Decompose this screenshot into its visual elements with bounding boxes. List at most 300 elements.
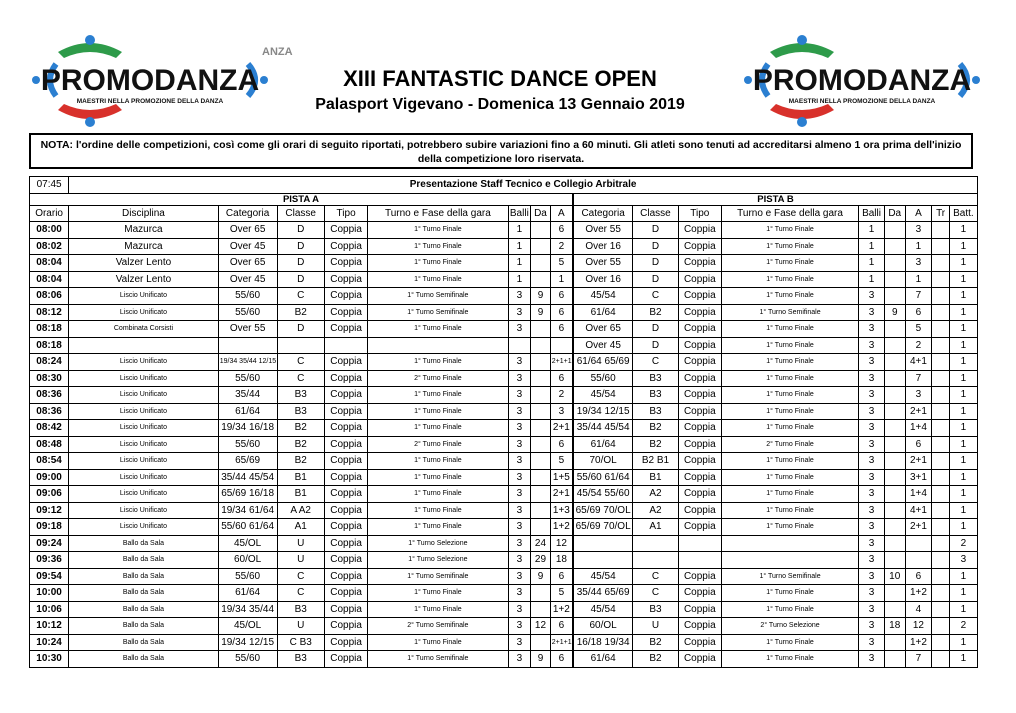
schedule-cell: 1° Turno Finale (721, 519, 858, 536)
schedule-cell (884, 238, 905, 255)
schedule-cell: C (633, 568, 678, 585)
schedule-cell: Coppia (678, 502, 721, 519)
schedule-cell: B2 (277, 453, 324, 470)
schedule-cell (884, 535, 905, 552)
schedule-cell: 1° Turno Semifinale (368, 304, 508, 321)
schedule-cell: 6 (550, 436, 573, 453)
schedule-cell (884, 634, 905, 651)
schedule-cell: B2 (277, 436, 324, 453)
schedule-cell: 1° Turno Semifinale (721, 304, 858, 321)
schedule-cell: 1° Turno Finale (721, 222, 858, 239)
schedule-cell (932, 238, 950, 255)
schedule-row (30, 337, 978, 354)
schedule-cell: 3 (859, 370, 885, 387)
schedule-row (30, 436, 978, 453)
schedule-cell: 3 (905, 387, 932, 404)
schedule-row (30, 222, 978, 239)
schedule-cell: 61/64 (218, 403, 277, 420)
schedule-cell: Coppia (678, 288, 721, 305)
schedule-cell: Coppia (678, 321, 721, 338)
schedule-cell: Liscio Unificato (69, 288, 219, 305)
schedule-cell (531, 453, 551, 470)
schedule-cell: Coppia (324, 321, 367, 338)
schedule-cell: 1° Turno Finale (368, 502, 508, 519)
schedule-cell (678, 552, 721, 569)
schedule-cell: 1 (949, 337, 977, 354)
column-header: Turno e Fase della gara (721, 205, 858, 222)
schedule-cell: 4+1 (905, 502, 932, 519)
schedule-cell: Coppia (678, 651, 721, 668)
schedule-cell: 9 (531, 288, 551, 305)
schedule-cell: B2 (277, 304, 324, 321)
schedule-cell: 1° Turno Finale (721, 453, 858, 470)
schedule-cell: 1 (949, 271, 977, 288)
schedule-cell (884, 502, 905, 519)
schedule-cell: 10:30 (30, 651, 69, 668)
schedule-cell: 08:36 (30, 387, 69, 404)
schedule-cell: B2 (277, 420, 324, 437)
schedule-cell: 3 (859, 337, 885, 354)
schedule-cell (932, 651, 950, 668)
schedule-cell: Coppia (324, 436, 367, 453)
schedule-cell: 1 (859, 238, 885, 255)
schedule-cell: C (277, 370, 324, 387)
schedule-cell (277, 337, 324, 354)
schedule-cell (932, 519, 950, 536)
schedule-cell: 45/54 55/60 (573, 486, 633, 503)
schedule-cell: Over 55 (218, 321, 277, 338)
promodanza-logo-graphic (742, 30, 982, 130)
schedule-cell: 1 (859, 271, 885, 288)
schedule-cell: 65/69 (218, 453, 277, 470)
schedule-cell: 1 (949, 354, 977, 371)
schedule-cell: Over 16 (573, 271, 633, 288)
schedule-cell: B3 (633, 601, 678, 618)
schedule-cell: Over 45 (218, 238, 277, 255)
schedule-row (30, 486, 978, 503)
schedule-cell: 1° Turno Finale (721, 502, 858, 519)
schedule-cell: 08:54 (30, 453, 69, 470)
schedule-cell: 1° Turno Finale (721, 288, 858, 305)
schedule-cell: Liscio Unificato (69, 387, 219, 404)
schedule-cell (531, 585, 551, 602)
schedule-row (30, 502, 978, 519)
column-header: Orario (30, 205, 69, 222)
pista-b-label: PISTA B (573, 193, 978, 205)
schedule-cell: B3 (633, 403, 678, 420)
schedule-cell: Coppia (324, 502, 367, 519)
schedule-cell: 1° Turno Finale (368, 238, 508, 255)
schedule-cell (932, 271, 950, 288)
schedule-cell (932, 354, 950, 371)
schedule-cell: Coppia (324, 601, 367, 618)
schedule-cell: Coppia (324, 238, 367, 255)
schedule-cell: 3 (508, 568, 531, 585)
schedule-cell: 1 (949, 255, 977, 272)
schedule-cell: B1 (277, 486, 324, 503)
schedule-row (30, 601, 978, 618)
schedule-cell: B3 (277, 403, 324, 420)
schedule-row (30, 568, 978, 585)
schedule-cell: Ballo da Sala (69, 585, 219, 602)
schedule-cell: 7 (905, 651, 932, 668)
schedule-cell: 3 (859, 618, 885, 635)
schedule-cell: Coppia (678, 403, 721, 420)
schedule-cell (932, 618, 950, 635)
schedule-cell: Coppia (678, 255, 721, 272)
schedule-cell: 3 (508, 403, 531, 420)
schedule-cell: 2+1 (905, 453, 932, 470)
schedule-cell: 1 (949, 469, 977, 486)
schedule-cell: 3 (508, 288, 531, 305)
anza-label: ANZA (262, 46, 293, 58)
schedule-cell: 3 (859, 453, 885, 470)
schedule-cell: 61/64 (573, 436, 633, 453)
schedule-cell: 3 (508, 601, 531, 618)
schedule-cell: A1 (277, 519, 324, 536)
schedule-cell: 2 (905, 337, 932, 354)
promodanza-logo-left (30, 30, 270, 130)
schedule-row (30, 469, 978, 486)
schedule-cell (508, 337, 531, 354)
schedule-cell: D (633, 337, 678, 354)
schedule-cell (531, 271, 551, 288)
schedule-cell: 55/60 (218, 288, 277, 305)
schedule-cell: 3 (550, 403, 573, 420)
schedule-cell: 1+4 (905, 486, 932, 503)
schedule-cell: Coppia (678, 585, 721, 602)
column-header: Da (884, 205, 905, 222)
column-header: Classe (277, 205, 324, 222)
schedule-cell: Over 16 (573, 238, 633, 255)
schedule-row (30, 453, 978, 470)
schedule-cell (531, 420, 551, 437)
schedule-cell: Coppia (678, 634, 721, 651)
schedule-cell: 3 (859, 288, 885, 305)
schedule-cell: 3 (508, 321, 531, 338)
schedule-cell: 55/60 61/64 (573, 469, 633, 486)
schedule-cell: A2 (633, 486, 678, 503)
schedule-cell: 1° Turno Finale (721, 271, 858, 288)
schedule-cell: 45/54 (573, 568, 633, 585)
schedule-cell: 1 (949, 486, 977, 503)
schedule-cell: B2 (633, 436, 678, 453)
schedule-cell: 65/69 70/OL (573, 519, 633, 536)
schedule-cell: 09:24 (30, 535, 69, 552)
schedule-cell: 1 (949, 601, 977, 618)
schedule-cell: 3 (508, 436, 531, 453)
schedule-cell (884, 222, 905, 239)
schedule-cell: Over 65 (573, 321, 633, 338)
schedule-cell: 08:48 (30, 436, 69, 453)
schedule-cell: 3 (859, 469, 885, 486)
schedule-cell: D (277, 222, 324, 239)
pista-a-label: PISTA A (30, 193, 573, 205)
schedule-cell: C (277, 568, 324, 585)
schedule-cell: 19/34 16/18 (218, 420, 277, 437)
schedule-cell: 6 (905, 304, 932, 321)
schedule-cell: Mazurca (69, 222, 219, 239)
schedule-cell: 10:06 (30, 601, 69, 618)
schedule-cell (531, 337, 551, 354)
schedule-cell: 19/34 12/15 (573, 403, 633, 420)
schedule-cell: 6 (550, 222, 573, 239)
schedule-cell: Coppia (324, 486, 367, 503)
schedule-cell: Over 45 (218, 271, 277, 288)
schedule-cell: 1° Turno Finale (368, 486, 508, 503)
schedule-cell (932, 370, 950, 387)
schedule-cell: D (277, 271, 324, 288)
schedule-cell: 19/34 61/64 (218, 502, 277, 519)
schedule-cell: Coppia (324, 222, 367, 239)
schedule-cell: 45/54 (573, 288, 633, 305)
schedule-cell: 1 (949, 568, 977, 585)
schedule-cell: 3 (508, 634, 531, 651)
schedule-cell: 3 (859, 552, 885, 569)
schedule-cell: 08:04 (30, 271, 69, 288)
schedule-cell: 08:06 (30, 288, 69, 305)
schedule-cell: 3 (508, 651, 531, 668)
schedule-cell (932, 552, 950, 569)
schedule-cell (884, 453, 905, 470)
schedule-cell (324, 337, 367, 354)
schedule-cell: 18 (550, 552, 573, 569)
schedule-cell: 09:00 (30, 469, 69, 486)
schedule-cell: 45/54 (573, 601, 633, 618)
schedule-cell: Coppia (324, 387, 367, 404)
schedule-cell: B3 (633, 370, 678, 387)
schedule-cell: 08:30 (30, 370, 69, 387)
schedule-cell (884, 370, 905, 387)
schedule-cell (721, 552, 858, 569)
schedule-cell (550, 337, 573, 354)
schedule-cell (884, 552, 905, 569)
schedule-cell (633, 535, 678, 552)
schedule-cell (932, 634, 950, 651)
schedule-cell: 5 (550, 255, 573, 272)
schedule-cell: 1° Turno Finale (368, 271, 508, 288)
schedule-cell (884, 288, 905, 305)
schedule-cell: Coppia (678, 304, 721, 321)
schedule-cell: 1+2 (550, 601, 573, 618)
schedule-cell: A1 (633, 519, 678, 536)
presentation-time: 07:45 (30, 177, 69, 194)
schedule-cell: Liscio Unificato (69, 420, 219, 437)
schedule-cell: 1° Turno Finale (721, 354, 858, 371)
schedule-cell: 1 (550, 271, 573, 288)
schedule-cell: 3 (859, 568, 885, 585)
schedule-cell: 1° Turno Finale (368, 634, 508, 651)
schedule-cell: 08:18 (30, 337, 69, 354)
schedule-cell: D (633, 321, 678, 338)
schedule-cell (932, 568, 950, 585)
schedule-cell: 1 (508, 238, 531, 255)
schedule-cell: 6 (550, 651, 573, 668)
schedule-cell: 61/64 65/69 (573, 354, 633, 371)
schedule-cell: Valzer Lento (69, 255, 219, 272)
schedule-cell: 16/18 19/34 (573, 634, 633, 651)
schedule-cell: 3 (508, 387, 531, 404)
schedule-cell: 1° Turno Finale (721, 420, 858, 437)
schedule-cell (721, 535, 858, 552)
schedule-cell: D (277, 255, 324, 272)
schedule-cell: 2° Turno Finale (721, 436, 858, 453)
schedule-cell: 6 (905, 568, 932, 585)
schedule-cell: 6 (550, 618, 573, 635)
schedule-cell: 70/OL (573, 453, 633, 470)
column-header-row (30, 205, 978, 222)
schedule-cell: 6 (550, 321, 573, 338)
schedule-cell (884, 403, 905, 420)
schedule-cell: B3 (633, 387, 678, 404)
schedule-cell: Coppia (678, 354, 721, 371)
schedule-cell: Coppia (678, 387, 721, 404)
schedule-cell: Ballo da Sala (69, 568, 219, 585)
schedule-cell (884, 436, 905, 453)
schedule-cell: 3 (859, 387, 885, 404)
schedule-cell: 2° Turno Selezione (721, 618, 858, 635)
schedule-cell: Coppia (324, 304, 367, 321)
schedule-cell: 08:04 (30, 255, 69, 272)
schedule-cell: 61/64 (218, 585, 277, 602)
schedule-cell: 1° Turno Semifinale (368, 568, 508, 585)
schedule-cell: 1° Turno Semifinale (721, 568, 858, 585)
column-header: Batt. (949, 205, 977, 222)
promodanza-logo-graphic (30, 30, 270, 130)
schedule-cell: 1+2 (905, 634, 932, 651)
schedule-cell: 29 (531, 552, 551, 569)
column-header: Classe (633, 205, 678, 222)
schedule-cell: Coppia (324, 552, 367, 569)
schedule-cell: Ballo da Sala (69, 634, 219, 651)
schedule-cell (932, 535, 950, 552)
schedule-cell (218, 337, 277, 354)
schedule-cell: 3 (508, 453, 531, 470)
schedule-cell: 3 (859, 502, 885, 519)
schedule-cell (573, 535, 633, 552)
schedule-cell: 60/OL (218, 552, 277, 569)
schedule-cell (905, 535, 932, 552)
schedule-cell (368, 337, 508, 354)
schedule-cell: Coppia (324, 255, 367, 272)
column-header: Balli (508, 205, 531, 222)
logo-tagline: MAESTRI NELLA PROMOZIONE DELLA DANZA (76, 98, 224, 105)
schedule-cell: Liscio Unificato (69, 469, 219, 486)
schedule-cell: U (277, 552, 324, 569)
schedule-cell: Over 65 (218, 222, 277, 239)
schedule-cell: 5 (550, 453, 573, 470)
schedule-row (30, 420, 978, 437)
schedule-cell: 1° Turno Finale (721, 601, 858, 618)
schedule-cell: C (277, 354, 324, 371)
schedule-cell (531, 238, 551, 255)
schedule-cell: Coppia (324, 420, 367, 437)
schedule-cell: 09:36 (30, 552, 69, 569)
schedule-cell: B3 (277, 601, 324, 618)
schedule-cell: 55/60 (573, 370, 633, 387)
schedule-cell: 1° Turno Finale (721, 486, 858, 503)
schedule-cell: 1° Turno Finale (368, 453, 508, 470)
schedule-cell (573, 552, 633, 569)
schedule-cell: C (633, 288, 678, 305)
schedule-cell: Combinata Corsisti (69, 321, 219, 338)
schedule-cell: Over 55 (573, 222, 633, 239)
schedule-cell (932, 337, 950, 354)
schedule-cell: 3 (859, 601, 885, 618)
pista-row (30, 193, 978, 205)
schedule-cell: 55/60 (218, 436, 277, 453)
schedule-cell: U (277, 535, 324, 552)
schedule-cell: 1+3 (550, 502, 573, 519)
schedule-cell: 1° Turno Finale (721, 255, 858, 272)
schedule-cell: Coppia (324, 535, 367, 552)
schedule-cell: 12 (905, 618, 932, 635)
schedule-row (30, 370, 978, 387)
schedule-cell: 1 (949, 634, 977, 651)
schedule-cell: 1° Turno Finale (368, 321, 508, 338)
schedule-cell (932, 387, 950, 404)
schedule-row (30, 552, 978, 569)
schedule-cell: 1° Turno Selezione (368, 535, 508, 552)
schedule-cell: 3 (508, 370, 531, 387)
schedule-cell: 3 (508, 304, 531, 321)
event-title: XIII FANTASTIC DANCE OPEN (343, 66, 657, 91)
schedule-cell: 08:18 (30, 321, 69, 338)
schedule-cell: Liscio Unificato (69, 436, 219, 453)
column-header: Da (531, 205, 551, 222)
schedule-cell: B2 (633, 634, 678, 651)
schedule-cell: 1° Turno Finale (721, 370, 858, 387)
schedule-row (30, 321, 978, 338)
schedule-cell (932, 420, 950, 437)
schedule-cell: Valzer Lento (69, 271, 219, 288)
schedule-cell: 09:12 (30, 502, 69, 519)
schedule-cell: 2 (550, 238, 573, 255)
schedule-cell: 1° Turno Semifinale (368, 651, 508, 668)
schedule-cell: 55/60 61/64 (218, 519, 277, 536)
schedule-cell: Coppia (324, 651, 367, 668)
schedule-cell: 5 (905, 321, 932, 338)
schedule-row (30, 618, 978, 635)
schedule-cell: Liscio Unificato (69, 519, 219, 536)
schedule-cell: 7 (905, 370, 932, 387)
schedule-cell: 09:54 (30, 568, 69, 585)
schedule-cell: Coppia (678, 271, 721, 288)
schedule-cell: C B3 (277, 634, 324, 651)
column-header: Balli (859, 205, 885, 222)
schedule-cell: 1 (949, 420, 977, 437)
schedule-cell (932, 288, 950, 305)
schedule-cell (531, 502, 551, 519)
schedule-cell: 3 (508, 585, 531, 602)
schedule-cell: 1 (949, 304, 977, 321)
schedule-cell (531, 634, 551, 651)
schedule-cell: 3 (508, 486, 531, 503)
presentation-row (30, 177, 978, 194)
schedule-table (29, 176, 978, 668)
column-header: Tipo (678, 205, 721, 222)
schedule-cell (932, 502, 950, 519)
schedule-cell: B3 (277, 651, 324, 668)
schedule-cell (531, 222, 551, 239)
schedule-cell (531, 255, 551, 272)
schedule-row (30, 519, 978, 536)
schedule-cell (531, 601, 551, 618)
column-header: Tipo (324, 205, 367, 222)
schedule-cell: 3 (859, 535, 885, 552)
logo-wordmark: PROMODANZA (40, 64, 260, 97)
schedule-cell: Coppia (324, 288, 367, 305)
